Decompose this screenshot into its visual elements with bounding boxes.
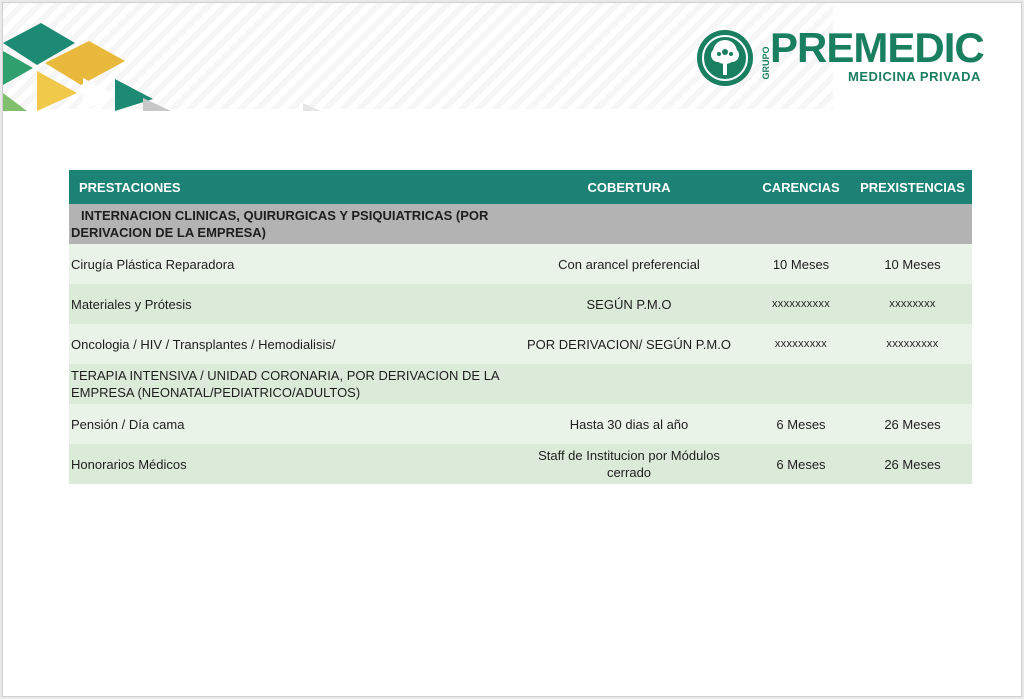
logo-brand-name: PREMEDIC xyxy=(770,24,984,71)
cell-prexistencias: xxxxxxxxx xyxy=(853,324,972,364)
cell-prestacion: Pensión / Día cama xyxy=(69,404,509,444)
cell-prestacion: Honorarios Médicos xyxy=(69,444,509,484)
table-row xyxy=(69,244,972,284)
header-prexistencias: PREXISTENCIAS xyxy=(853,170,972,204)
premedic-logo xyxy=(696,25,996,91)
cell-cobertura: POR DERIVACION/ SEGÚN P.M.O xyxy=(509,324,749,364)
cell-cobertura: Staff de Institucion por Módulos cerrado xyxy=(509,444,749,484)
cell-prexistencias xyxy=(853,364,972,404)
cell-carencias: 6 Meses xyxy=(749,444,853,484)
coverage-table xyxy=(69,170,972,484)
corner-decoration xyxy=(3,23,323,113)
cell-cobertura xyxy=(509,364,749,404)
cell-cobertura: Hasta 30 dias al año xyxy=(509,404,749,444)
document-page xyxy=(2,2,1022,697)
header-prestaciones: PRESTACIONES xyxy=(69,170,509,204)
header-carencias: CARENCIAS xyxy=(749,170,853,204)
cell-cobertura: Con arancel preferencial xyxy=(509,244,749,284)
table-row xyxy=(69,324,972,364)
cell-prestacion: Cirugía Plástica Reparadora xyxy=(69,244,509,284)
cell-prexistencias: 10 Meses xyxy=(853,244,972,284)
cell-prestacion: Oncologia / HIV / Transplantes / Hemodialisis/ xyxy=(69,324,509,364)
cell-carencias xyxy=(749,364,853,404)
cell-prestacion: TERAPIA INTENSIVA / UNIDAD CORONARIA, POR DERIVACION DE LA EMPRESA (NEONATAL/PEDIATRICO/ADULTOS) xyxy=(69,364,509,404)
cell-carencias: xxxxxxxxxx xyxy=(749,284,853,324)
logo-subtitle: MEDICINA PRIVADA xyxy=(848,69,981,84)
table-row xyxy=(69,444,972,484)
logo-grupo-text: GRUPO xyxy=(761,46,771,80)
cell-prexistencias: 26 Meses xyxy=(853,444,972,484)
cell-carencias: 6 Meses xyxy=(749,404,853,444)
table-row xyxy=(69,284,972,324)
cell-carencias: xxxxxxxxx xyxy=(749,324,853,364)
section-title: INTERNACION CLINICAS, QUIRURGICAS Y PSIQUIATRICAS (POR DERIVACION DE LA EMPRESA) xyxy=(69,204,972,244)
section-row xyxy=(69,204,972,244)
table-header-row xyxy=(69,170,972,204)
tree-emblem-icon xyxy=(696,29,754,87)
cell-prexistencias: xxxxxxxx xyxy=(853,284,972,324)
cell-cobertura: SEGÚN P.M.O xyxy=(509,284,749,324)
table-row xyxy=(69,404,972,444)
cell-prexistencias: 26 Meses xyxy=(853,404,972,444)
table-row xyxy=(69,364,972,404)
cell-prestacion: Materiales y Prótesis xyxy=(69,284,509,324)
header-cobertura: COBERTURA xyxy=(509,170,749,204)
cell-carencias: 10 Meses xyxy=(749,244,853,284)
